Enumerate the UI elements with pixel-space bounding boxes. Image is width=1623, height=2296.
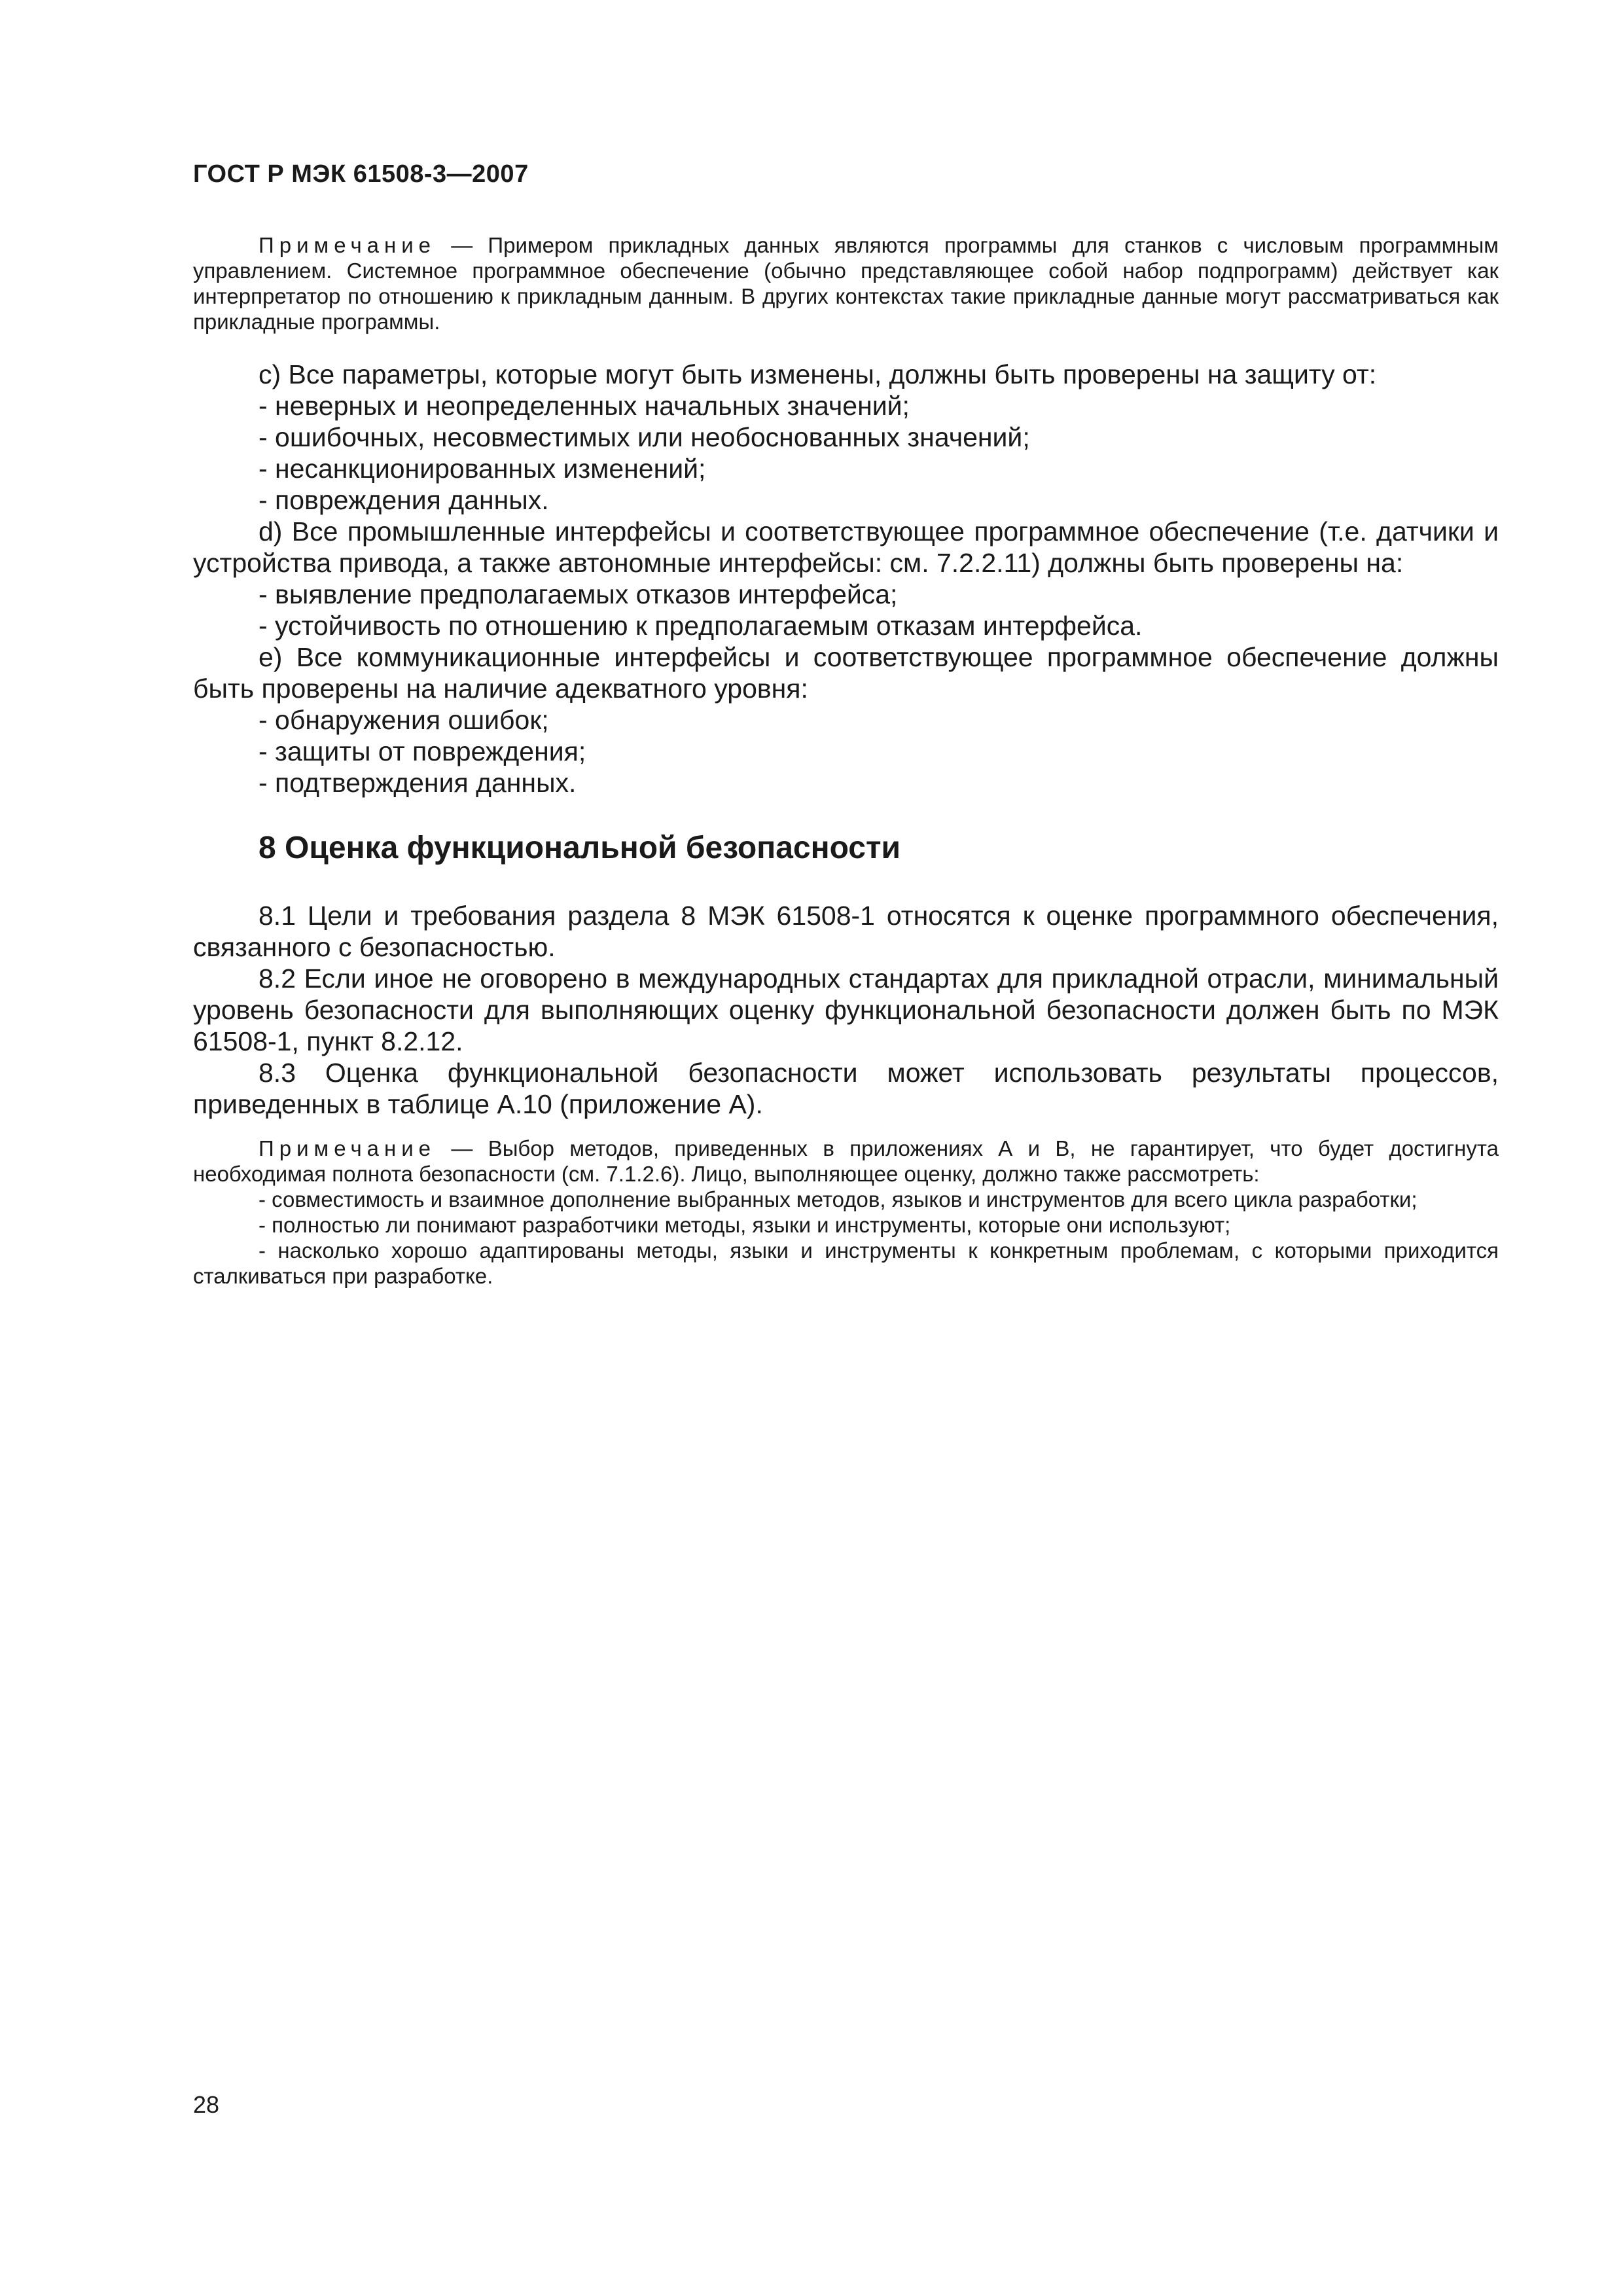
note-item: - совместимость и взаимное дополнение выбранных методов, языков и инструментов для всего цикла разработки;: [259, 1187, 1418, 1211]
list-item: - защиты от повреждения;: [259, 736, 586, 766]
note-1: [193, 232, 1499, 334]
list-item: - выявление предполагаемых отказов интерфейса;: [259, 579, 898, 609]
note-item: - полностью ли понимают разработчики методы, языки и инструменты, которые они используют;: [259, 1213, 1231, 1237]
section-8-body: [193, 900, 1499, 1120]
paragraph-8-3: 8.3 Оценка функциональной безопасности может использовать результаты процессов, приведенных в таблице А.10 (приложение А).: [193, 1058, 1499, 1119]
list-item: - несанкционированных изменений;: [259, 454, 706, 484]
list-item: - устойчивость по отношению к предполагаемым отказам интерфейса.: [259, 611, 1143, 641]
list-item: - повреждения данных.: [259, 485, 549, 515]
paragraph-8-2: 8.2 Если иное не оговорено в международных стандартах для прикладной отрасли, минимальный уровень безопасности для выполняющих оценку функциональной безопасности должен быть по МЭК 61508-1, пункт 8.2.12.: [193, 963, 1499, 1056]
page-number: 28: [193, 2091, 220, 2118]
list-item: - ошибочных, несовместимых или необоснованных значений;: [259, 422, 1030, 452]
note-dash: —: [436, 233, 488, 257]
list-e-intro: e) Все коммуникационные интерфейсы и соответствующее программное обеспечение должны быть проверены на наличие адекватного уровня:: [193, 642, 1499, 704]
note-text: Примером прикладных данных являются программы для станков с числовым программным управлением. Системное программное обеспечение (обычно представляющее собой набор подпрограмм) действует как интерпретатор по отношению к прикладным данным. В других контекстах такие прикладные данные могут рассматриваться как прикладные программы.: [193, 233, 1499, 334]
list-d-intro: d) Все промышленные интерфейсы и соответствующее программное обеспечение (т.е. датчики и устройства привода, а также автономные интерфейсы: см. 7.2.2.11) должны быть проверены на:: [193, 516, 1499, 578]
section-heading: 8 Оценка функциональной безопасности: [259, 831, 901, 865]
list-item: - обнаружения ошибок;: [259, 705, 549, 735]
requirements-lists: [193, 359, 1499, 798]
running-title: ГОСТ Р МЭК 61508-3—2007: [193, 160, 529, 188]
note-label: Примечание: [259, 233, 437, 257]
paragraph-8-1: 8.1 Цели и требования раздела 8 МЭК 61508-1 относятся к оценке программного обеспечения, связанного с безопасностью.: [193, 901, 1499, 962]
note-item: - насколько хорошо адаптированы методы, языки и инструменты к конкретным проблемам, с которыми приходится сталкиваться при разработке.: [193, 1238, 1499, 1288]
note-2: [193, 1136, 1499, 1289]
list-item: - неверных и неопределенных начальных значений;: [259, 391, 910, 421]
list-item: - подтверждения данных.: [259, 768, 577, 798]
note-label: Примечание: [259, 1136, 437, 1160]
list-c-intro: c) Все параметры, которые могут быть изменены, должны быть проверены на защиту от:: [259, 359, 1377, 389]
note-dash: —: [436, 1136, 488, 1160]
note-text: Выбор методов, приведенных в приложениях А и В, не гарантирует, что будет достигнута необходимая полнота безопасности (см. 7.1.2.6). Лицо, выполняющее оценку, должно также рассмотреть:: [193, 1136, 1499, 1186]
section-8: [193, 830, 1499, 866]
